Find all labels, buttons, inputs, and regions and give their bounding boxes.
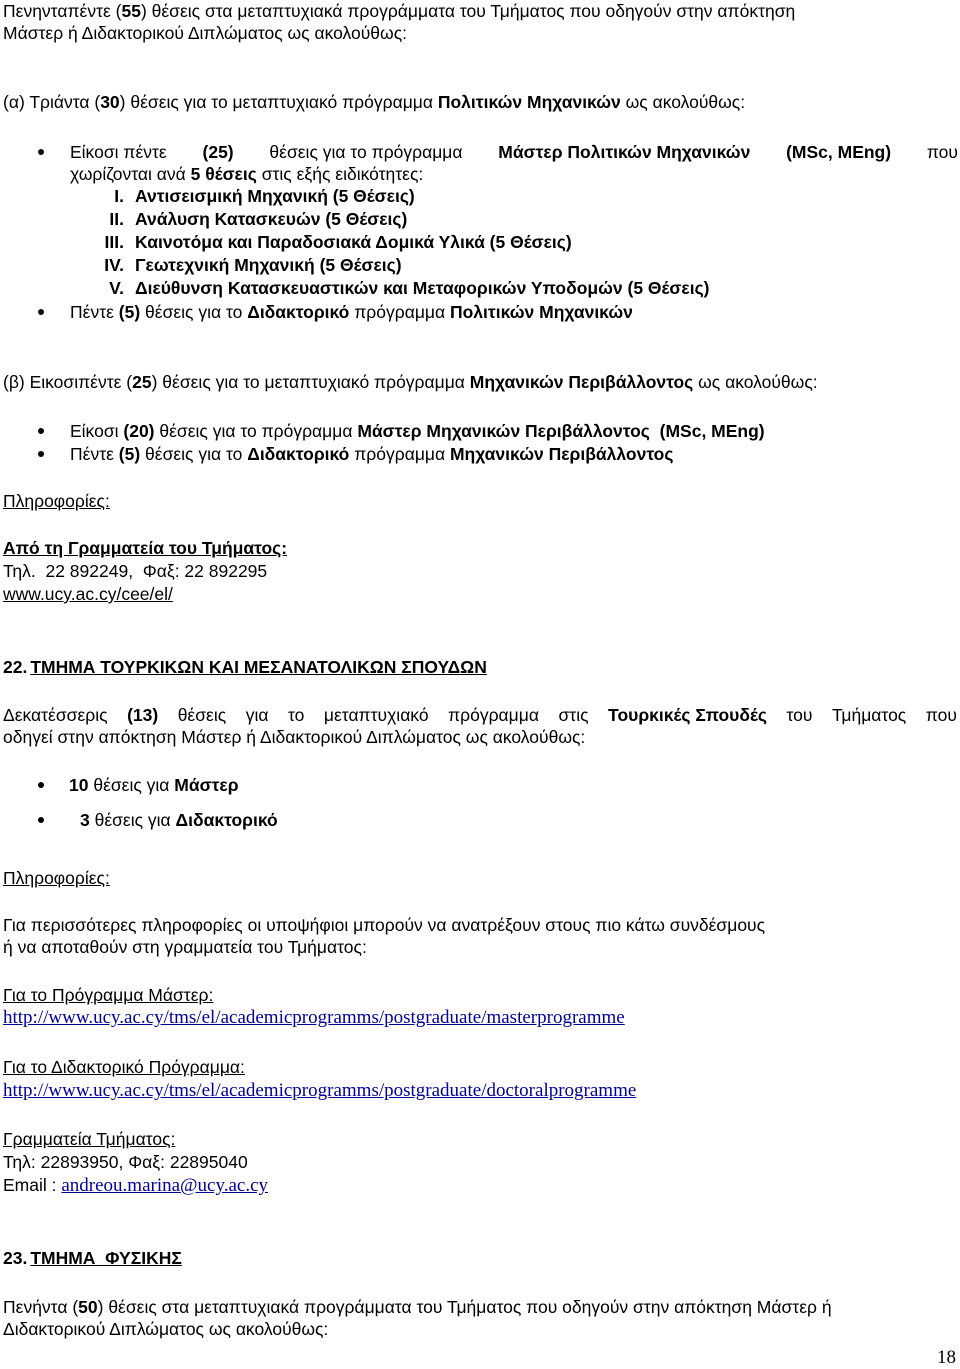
section-b-count: 25	[132, 372, 152, 392]
master-link-row	[3, 1006, 625, 1029]
section-b-bullet-phd	[70, 443, 673, 465]
bullet-count: 3	[80, 810, 90, 830]
bullet-text: θέσεις για το πρόγραμμα	[269, 142, 463, 162]
email-label: Email :	[3, 1175, 62, 1195]
bullet-icon	[38, 782, 44, 788]
section-a-program: Πολιτικών Μηχανικών	[437, 92, 621, 112]
dept-title: ΤΜΗΜΑ ΦΥΣΙΚΗΣ	[30, 1248, 182, 1268]
dept-22-text: το	[287, 705, 305, 725]
section-b-bullet-msc	[70, 420, 765, 442]
dept-22-text: για	[245, 705, 269, 725]
bullet-text: πρόγραμμα	[349, 302, 450, 322]
bullet-text: θέσεις για το	[140, 444, 248, 464]
intro-text: ) θέσεις στα μεταπτυχιακά προγράμματα του Τμήματος που οδηγούν στην απόκτηση	[140, 1, 796, 21]
page-number: 18	[937, 1347, 956, 1368]
bullet-text: Πέντε	[70, 444, 119, 464]
phone-fax: Τηλ. 22 892249, Φαξ: 22 892295	[3, 561, 268, 581]
section-b-text: (β) Εικοσιπέντε (	[3, 372, 133, 392]
bullet-text: Είκοσι	[70, 421, 124, 441]
section-a-bullet-msc-line-1	[70, 141, 958, 163]
dept-22-text: πρόγραμμα	[448, 705, 539, 725]
dept-23-text: Πενήντα (	[3, 1297, 79, 1317]
program-name: Μάστερ Μηχανικών Περιβάλλοντος	[357, 421, 650, 441]
section-a-text: (α) Τριάντα (	[3, 92, 101, 112]
bullet-icon	[38, 428, 44, 434]
specialty-number: V.	[109, 278, 124, 298]
dept-22-count: (13)	[127, 705, 159, 725]
specialty-label: Γεωτεχνική Μηχανική (5 Θέσεις)	[135, 255, 402, 275]
website-link[interactable]: www.ucy.ac.cy/cee/el/	[3, 584, 173, 604]
dept-22-text: που	[925, 705, 957, 725]
bullet-text: θέσεις για το πρόγραμμα	[154, 421, 358, 441]
secretariat-heading: Από τη Γραμματεία του Τμήματος:	[3, 538, 288, 558]
dept-22-bullet-master	[69, 774, 239, 796]
specialty-label: Καινοτόμα και Παραδοσιακά Δομικά Υλικά (5 Θέσεις)	[135, 232, 572, 252]
info-heading: Πληροφορίες:	[3, 491, 110, 511]
intro-line-1	[3, 0, 795, 22]
dept-title: ΤΜΗΜΑ ΤΟΥΡΚΙΚΩΝ ΚΑΙ ΜΕΣΑΝΑΤΟΛΙΚΩΝ ΣΠΟΥΔΩΝ	[30, 657, 487, 677]
dept-22-program: Τουρκικές Σπουδές	[608, 705, 767, 725]
dept-23-count: 50	[78, 1297, 98, 1317]
section-b-heading	[3, 371, 818, 393]
bullet-text: στις εξής ειδικότητες:	[256, 164, 424, 184]
bullet-text: Είκοσι πέντε	[70, 142, 167, 162]
intro-line-2: Μάστερ ή Διδακτορικού Διπλώματος ως ακολούθως:	[3, 23, 408, 43]
program-name: Μάστερ Πολιτικών Μηχανικών	[498, 142, 751, 162]
phd-program-label: Για το Διδακτορικό Πρόγραμμα:	[3, 1057, 245, 1077]
dept-number: 23.	[3, 1248, 28, 1268]
degree-type: (MSc, MEng)	[786, 142, 892, 162]
dept-22-intro-line-1	[3, 704, 957, 726]
section-a-text: ως ακολούθως:	[620, 92, 746, 112]
bullet-count: (20)	[123, 421, 155, 441]
email-row	[3, 1174, 268, 1197]
bullet-text: που	[926, 142, 958, 162]
degree-type: Διδακτορικό	[247, 444, 350, 464]
section-b-program: Μηχανικών Περιβάλλοντος	[469, 372, 694, 392]
dept-23-heading	[3, 1247, 182, 1269]
intro-count: 55	[121, 1, 141, 21]
dept-23-intro-line-1	[3, 1296, 832, 1318]
dept-22-text: Δεκατέσσερις	[3, 705, 108, 725]
bullet-count: 5 θέσεις	[190, 164, 257, 184]
website-link-row	[3, 583, 173, 605]
phd-program-link[interactable]: http://www.ucy.ac.cy/tms/el/academicprogramms/postgraduate/doctoralprogramme	[3, 1080, 637, 1101]
bullet-icon	[38, 309, 44, 315]
specialty-number: III.	[104, 232, 124, 252]
specialty-number: I.	[114, 186, 124, 206]
specialty-number: IV.	[104, 255, 124, 275]
section-a-bullet-phd	[70, 301, 633, 323]
bullet-count: (5)	[118, 444, 141, 464]
info-text-line-2: ή να αποταθούν στη γραμματεία του Τμήματος:	[3, 937, 367, 957]
bullet-icon	[38, 451, 44, 457]
dept-23-text: ) θέσεις στα μεταπτυχιακά προγράμματα του Τμήματος που οδηγούν στην απόκτηση Μάστερ ή	[97, 1297, 832, 1317]
intro-text: Πενηνταπέντε (	[3, 1, 122, 21]
specialty-label: Διεύθυνση Κατασκευαστικών και Μεταφορικών Υποδομών (5 Θέσεις)	[135, 278, 710, 298]
bullet-text: θέσεις για	[89, 810, 176, 830]
section-b-text: ως ακολούθως:	[693, 372, 818, 392]
specialty-label: Αντισεισμική Μηχανική (5 Θέσεις)	[135, 186, 415, 206]
dept-22-bullet-phd	[80, 809, 278, 831]
dept-22-intro-line-2: οδηγεί στην απόκτηση Μάστερ ή Διδακτορικού Διπλώματος ως ακολούθως:	[3, 727, 586, 747]
degree-type: Διδακτορικό	[247, 302, 350, 322]
section-b-text: ) θέσεις για το μεταπτυχιακό πρόγραμμα	[151, 372, 470, 392]
bullet-icon	[38, 149, 44, 155]
dept-23-intro-line-2: Διδακτορικού Διπλώματος ως ακολούθως:	[3, 1319, 329, 1339]
degree-type: (MSc, MEng)	[649, 421, 765, 441]
info-heading: Πληροφορίες:	[3, 868, 110, 888]
dept-22-text: στις	[558, 705, 589, 725]
master-program-link[interactable]: http://www.ucy.ac.cy/tms/el/academicprogramms/postgraduate/masterprogramme	[3, 1007, 625, 1028]
program-name: Πολιτικών Μηχανικών	[449, 302, 633, 322]
dept-22-text: Τμήματος	[831, 705, 907, 725]
master-program-label: Για το Πρόγραμμα Μάστερ:	[3, 985, 214, 1005]
degree-type: Μάστερ	[174, 775, 239, 795]
section-a-text: ) θέσεις για το μεταπτυχιακό πρόγραμμα	[119, 92, 438, 112]
email-link[interactable]: andreou.marina@ucy.ac.cy	[61, 1175, 269, 1196]
program-name: Μηχανικών Περιβάλλοντος	[449, 444, 674, 464]
bullet-text: πρόγραμμα	[349, 444, 450, 464]
secretariat-phone-fax: Τηλ: 22893950, Φαξ: 22895040	[3, 1152, 248, 1172]
phd-link-row	[3, 1079, 636, 1102]
dept-22-text: του	[786, 705, 813, 725]
bullet-text: Πέντε	[70, 302, 119, 322]
bullet-text: θέσεις για	[88, 775, 175, 795]
dept-22-text: θέσεις	[177, 705, 227, 725]
section-a-bullet-msc-line-2	[70, 163, 423, 185]
specialty-number: II.	[109, 209, 124, 229]
bullet-count: 10	[69, 775, 89, 795]
dept-number: 22.	[3, 657, 28, 677]
dept-22-text: μεταπτυχιακό	[323, 705, 429, 725]
section-a-heading	[3, 91, 745, 113]
degree-type: Διδακτορικό	[175, 810, 278, 830]
dept-22-heading	[3, 656, 487, 678]
bullet-text: χωρίζονται ανά	[70, 164, 191, 184]
section-a-count: 30	[100, 92, 120, 112]
bullet-text: θέσεις για το	[140, 302, 248, 322]
secretariat-label: Γραμματεία Τμήματος:	[3, 1129, 176, 1149]
info-text-line-1: Για περισσότερες πληροφορίες οι υποψήφιοι μπορούν να ανατρέξουν στους πιο κάτω συνδέσμους	[3, 915, 766, 935]
bullet-icon	[38, 817, 44, 823]
bullet-count: (5)	[118, 302, 141, 322]
specialty-label: Ανάλυση Κατασκευών (5 Θέσεις)	[135, 209, 408, 229]
bullet-count: (25)	[202, 142, 234, 162]
